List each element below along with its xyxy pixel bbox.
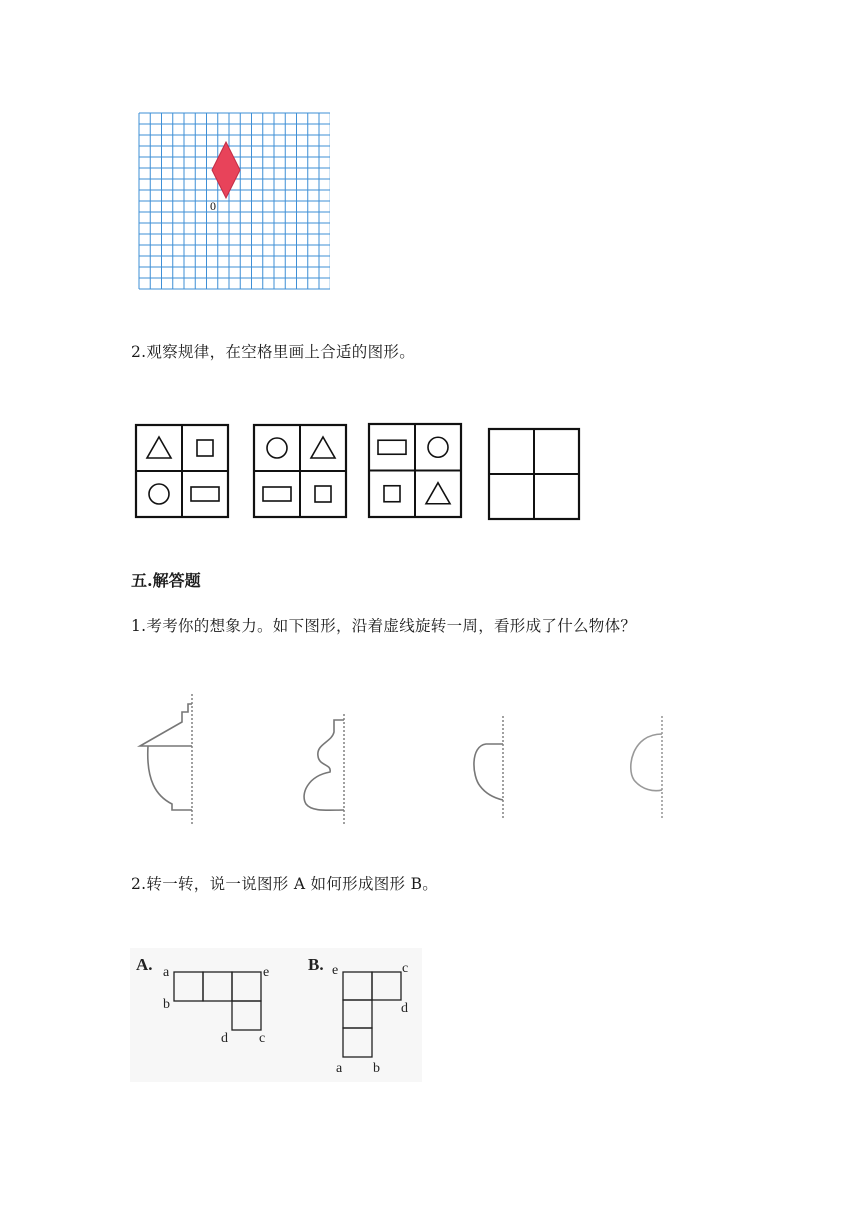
square-icon: [315, 486, 331, 502]
figure-a-grid: [174, 972, 261, 1030]
circle-icon: [428, 437, 448, 457]
figure-a-point-d: d: [221, 1031, 228, 1046]
question-4-2: [131, 340, 415, 362]
grid-lines: [139, 113, 330, 289]
square-icon: [384, 486, 400, 502]
rotation-figures: [130, 690, 690, 830]
figure-b-point-b: b: [373, 1061, 380, 1076]
figure-b-point-a: a: [336, 1061, 343, 1076]
origin-label: 0: [210, 199, 216, 213]
rectangle-icon: [263, 487, 291, 501]
question-number: 2.: [131, 343, 147, 361]
section-title: 五.解答题: [131, 571, 201, 590]
rectangle-icon: [378, 440, 406, 454]
figure-a-label: A.: [136, 955, 153, 974]
circle-icon: [267, 438, 287, 458]
question-5-2: [131, 872, 438, 894]
circle-icon: [149, 484, 169, 504]
triangle-icon: [426, 483, 450, 504]
pattern-box-blank[interactable]: [489, 429, 579, 519]
pattern-group: [136, 424, 579, 519]
figure-a-point-b: b: [163, 997, 170, 1012]
square-icon: [197, 440, 213, 456]
half-oval-profile-icon: [474, 716, 503, 820]
figure-b-point-c: c: [402, 961, 409, 976]
figure-b-point-e: e: [332, 963, 339, 978]
rotation-ab-figure: [130, 948, 422, 1082]
grid-figure: [138, 112, 330, 290]
figure-b-grid: [343, 972, 401, 1057]
question-text: 转一转，说一说图形 A 如何形成图形 B。: [146, 875, 439, 893]
figure-b-point-d: d: [401, 1001, 408, 1016]
pattern-row: [132, 420, 586, 524]
figure-a-point-e: e: [263, 965, 270, 980]
pattern-box-3: [369, 424, 461, 517]
pattern-box-2: [254, 425, 346, 517]
question-text: 观察规律，在空格里画上合适的图形。: [146, 343, 415, 361]
figure-a-point-c: c: [259, 1031, 266, 1046]
question-number: 1.: [131, 617, 147, 635]
figure-a-point-a: a: [163, 965, 170, 980]
rectangle-icon: [191, 487, 219, 501]
question-5-1: [131, 614, 636, 636]
triangle-icon: [311, 437, 335, 458]
vase-profile-icon: [304, 714, 344, 824]
question-number: 2.: [131, 875, 147, 893]
question-text: 考考你的想象力。如下图形，沿着虚线旋转一周，看形成了什么物体？: [146, 617, 637, 635]
pattern-box-1: [136, 425, 228, 517]
pot-profile-icon: [140, 694, 192, 824]
triangle-icon: [147, 437, 171, 458]
figure-b-label: B.: [308, 955, 324, 974]
semicircle-profile-icon: [631, 716, 662, 818]
